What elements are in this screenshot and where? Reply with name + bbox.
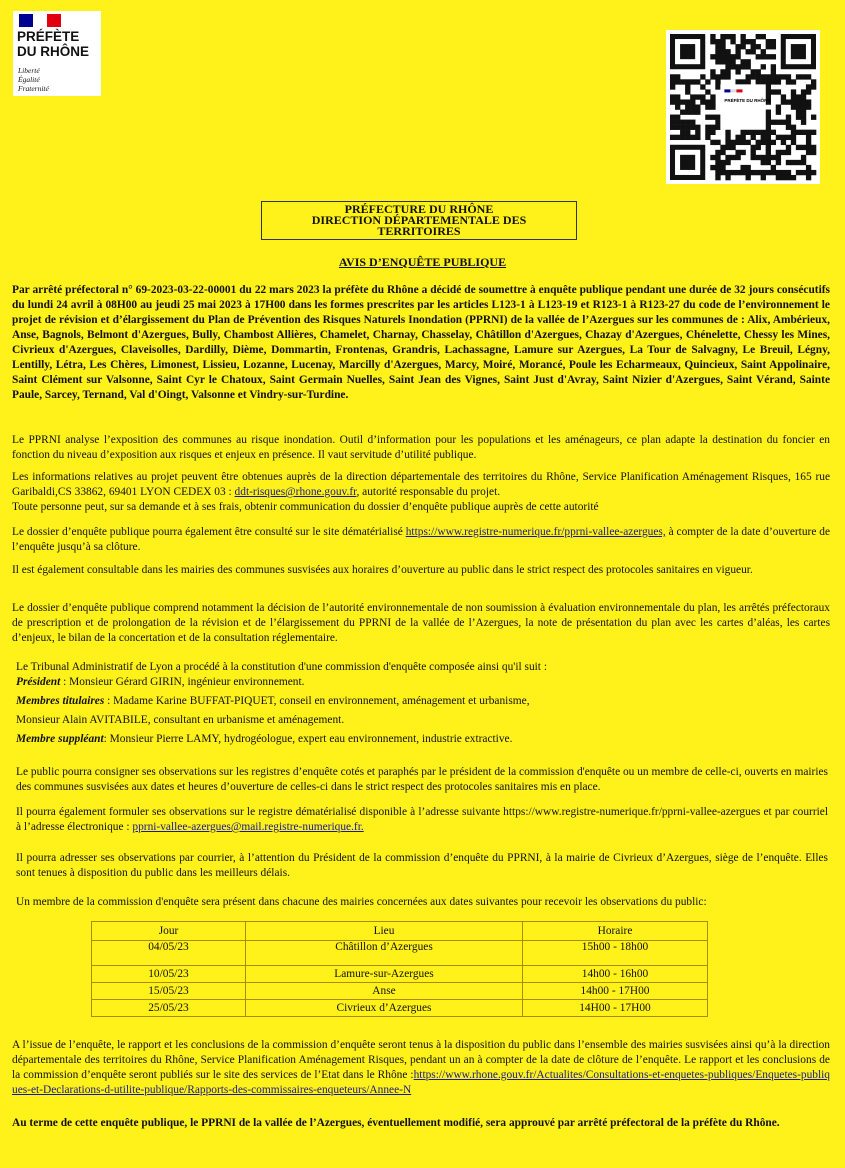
pprni-paragraph: Le PPRNI analyse l’exposition des communes au risque inondation. Outil d’information pour les populations et les aménageurs, ce plan adapte la destination du foncier en fonction du niveau d’exposition aux risques et enjeux en présence. Il vaut servitude d’utilité publique. xyxy=(12,434,830,461)
qr-badge-label: PRÉFÈTE DU RHÔNE xyxy=(724,97,771,103)
table-row xyxy=(92,983,708,1000)
info-paragraph: Les informations relatives au projet peuvent être obtenues auprès de la direction départementale des territoires du Rhône, Service Planification Aménagement Risques, 165 rue Garibaldi,CS 33862, 69401 LYON CEDEX 03 : ddt-risques@rhone.gouv.fr, autorité responsable du projet. Toute personne peut, sur sa demande et à ses frais, obtenir communication du dossier d’enquête publique auprès de cette autorité xyxy=(12,471,830,513)
table-cell: Anse xyxy=(246,983,523,1000)
flag-icon xyxy=(19,14,61,27)
registre-link[interactable]: https://www.registre-numerique.fr/pprni-vallee-azergues, xyxy=(405,526,666,538)
table-cell: 15h00 - 18h00 xyxy=(523,941,708,966)
titulaire2-line: Monsieur Alain AVITABILE, consultant en urbanisme et aménagement. xyxy=(16,714,345,726)
dossier-paragraph: Le dossier d’enquête publique pourra également être consulté sur le site dématérialisé https://www.registre-numerique.fr/pprni-vallee-azergues, à compter de la date d’ouverture de l’enquête jusqu’à sa clôture. xyxy=(12,526,830,553)
commission-intro: Le Tribunal Administratif de Lyon a procédé à la constitution d'une commission d'enquête composée ainsi qu'il suit : xyxy=(16,661,547,673)
table-cell: 04/05/23 xyxy=(92,941,246,966)
president-line: Président : Monsieur Gérard GIRIN, ingénieur environnement. xyxy=(16,676,305,688)
mairies-paragraph: Il est également consultable dans les mairies des communes susvisées aux horaires d’ouverture au public dans le strict respect des protocoles sanitaires en vigueur. xyxy=(12,564,753,576)
contenu-paragraph: Le dossier d’enquête publique comprend notamment la décision de l’autorité environnementale de non soumission à évaluation environnementale du plan, les arrêtés préfectoraux de prescription et de prolongation de la révision et de l’élargissement du PPRNI de la vallée de l’Azergues, la note de présentation du plan avec les cartes d’aléas, les cartes d’enjeux, le bilan de la concertation et de la consultation réglementaire. xyxy=(12,602,830,644)
registres-paragraph: Le public pourra consigner ses observations sur les registres d’enquête cotés et paraphés par le président de la commission d'enquête ou un membre de celle-ci, ouverts en mairies des communes susvisées aux dates et heures d’ouverture de celles-ci dans le strict respect des protocoles sanitaires mis en place. xyxy=(16,766,828,793)
table-cell: 15/05/23 xyxy=(92,983,246,1000)
commission-block xyxy=(16,660,816,747)
conclusion-paragraph: Au terme de cette enquête publique, le PPRNI de la vallée de l’Azergues, éventuellement modifié, sera approuvé par arrêté préfectoral de la préfète du Rhône. xyxy=(12,1117,780,1129)
table-cell: 14h00 - 17H00 xyxy=(523,983,708,1000)
document-header: PRÉFECTURE DU RHÔNE DIRECTION DÉPARTEMENTALE DES TERRITOIRES xyxy=(261,201,577,240)
table-cell: Châtillon d’Azergues xyxy=(246,941,523,966)
table-cell: 25/05/23 xyxy=(92,1000,246,1017)
dematerialise-paragraph: Il pourra également formuler ses observations sur le registre dématérialisé disponible à l’adresse suivante https://www.registre-numerique.fr/pprni-vallee-azergues et par courriel à l’adresse électronique : pprni-vallee-azergues@mail.registre-numerique.fr. xyxy=(16,806,828,833)
schedule-table xyxy=(91,921,708,1017)
page-title: AVIS D’ENQUÊTE PUBLIQUE xyxy=(338,255,507,269)
table-cell: Lamure-sur-Azergues xyxy=(246,966,523,983)
table-row xyxy=(92,1000,708,1017)
issue-paragraph: A l’issue de l’enquête, le rapport et les conclusions de la commission d’enquête seront tenus à la disposition du public dans l’ensemble des mairies susvisées ainsi qu’à la direction départementale des territoires du Rhône, Service Planification Aménagement Risques, pendant un an à compter de la date de clôture de l’enquête. Le rapport et les conclusions de la commission d’enquête seront publiés sur le site des services de l’Etat dans le Rhône :https://www.rhone.gouv.fr/Actualites/Consultations-et-enquetes-publiques/Enquetes-publiques-et-Declarations-d-utilite-publique/Rapports-des-commissaires-enqueteurs/Annee-N xyxy=(12,1039,830,1096)
table-header-row xyxy=(92,922,708,941)
titulaires-line: Membres titulaires : Madame Karine BUFFAT-PIQUET, conseil en environnement, aménagement et urbanisme, xyxy=(16,695,530,707)
table-cell: 14h00 - 16h00 xyxy=(523,966,708,983)
logo-name: PRÉFÈTE DU RHÔNE xyxy=(17,29,90,59)
logo-motto: Liberté Égalité Fraternité xyxy=(18,66,49,93)
table-cell: 10/05/23 xyxy=(92,966,246,983)
prefecture-logo xyxy=(13,11,101,96)
table-cell: Civrieux d’Azergues xyxy=(246,1000,523,1017)
membre-paragraph: Un membre de la commission d'enquête sera présent dans chacune des mairies concernées aux dates suivantes pour recevoir les observations du public: xyxy=(16,896,707,908)
rhone-gouv-link[interactable]: https://www.rhone.gouv.fr/Actualites/Consultations-et-enquetes-publiques/Enquetes-publiques-et-Declarations-d-utilite-publique/Rapports-des-commissaires-enqueteurs/Annee-N xyxy=(12,1069,830,1096)
header-lieu: Lieu xyxy=(246,922,523,941)
ddt-email-link[interactable]: ddt-risques@rhone.gouv.fr xyxy=(234,486,357,498)
qr-code-icon xyxy=(666,30,820,184)
table-cell: 14H00 - 17H00 xyxy=(523,1000,708,1017)
header-horaire: Horaire xyxy=(523,922,708,941)
intro-paragraph: Par arrêté préfectoral n° 69-2023-03-22-00001 du 22 mars 2023 la préfète du Rhône a décidé de soumettre à enquête publique pendant une durée de 32 jours consécutifs du lundi 24 avril à 08H00 au jeudi 25 mai 2023 à 17H00 dans les formes prescrites par les articles L123-1 à L123-19 et R123-1 à R123-27 du code de l’environnement le projet de révision et d’élargissement du Plan de Prévention des Risques Naturels Inondation (PPRNI) de la vallée de l’Azergues sur les communes de : Alix, Ambérieux, Anse, Bagnols, Belmont d'Azergues, Bully, Chambost Allières, Chamelet, Charnay, Chasselay, Châtillon d'Azergues, Chazay d'Azergues, Chénelette, Chessy les Mines, Civrieux d'Azergues, Claveisolles, Dardilly, Dième, Dommartin, Frontenas, Grandris, Lachassagne, Lamure sur Azergues, La Tour de Salvagny, Le Breuil, Légny, Lentilly, Létra, Les Chères, Limonest, Lissieu, Lozanne, Lucenay, Marcilly d'Azergues, Marcy, Moiré, Morancé, Poule les Echarmeaux, Quincieux, Saint Appolinaire, Saint Clément sur Valsonne, Saint Cyr le Chatoux, Saint Germain Nuelles, Saint Jean des Vignes, Saint Just d'Avray, Saint Nizier d'Azergues, Saint Vérand, Sainte Paule, Sarcey, Ternand, Val d'Oingt, Valsonne et Vindry-sur-Turdine. xyxy=(12,284,830,401)
header-jour: Jour xyxy=(92,922,246,941)
table-row xyxy=(92,941,708,966)
registre-email-link[interactable]: pprni-vallee-azergues@mail.registre-numerique.fr. xyxy=(132,821,364,833)
table-row xyxy=(92,966,708,983)
suppleant-line: Membre suppléant: Monsieur Pierre LAMY, hydrogéologue, expert eau environnement, industrie extractive. xyxy=(16,733,513,745)
courrier-paragraph: Il pourra adresser ses observations par courrier, à l’attention du Président de la commission d’enquête du PPRNI, à la mairie de Civrieux d’Azergues, siège de l’enquête. Elles sont tenues à disposition du public dans les meilleurs délais. xyxy=(16,852,828,879)
